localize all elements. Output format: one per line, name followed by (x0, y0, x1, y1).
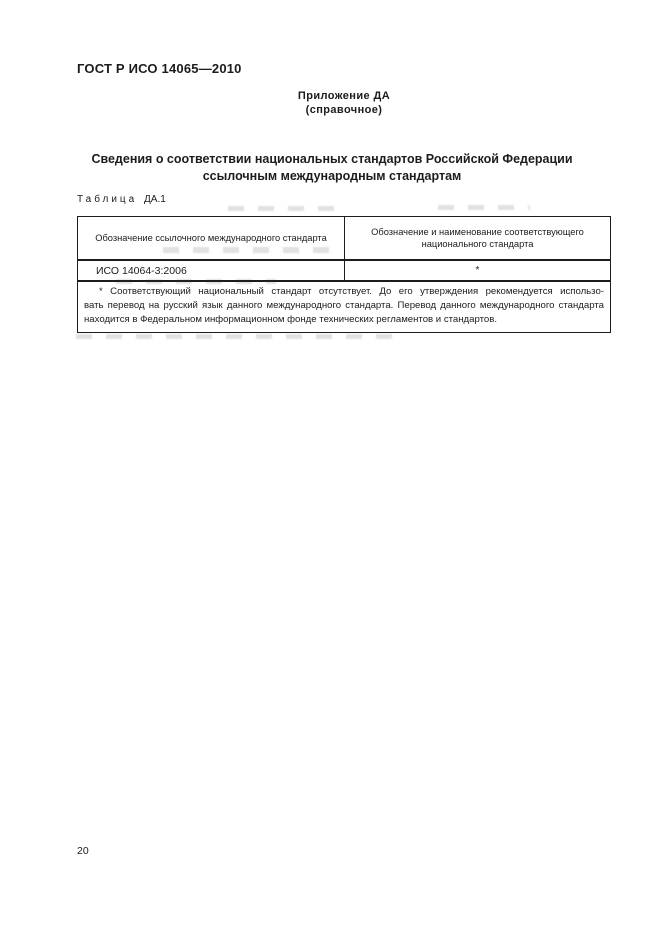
section-title-line2: ссылочным международным стандартам (202, 168, 462, 183)
section-title-line1: Сведения о соответствии национальных стандартов Российской Федерации (91, 152, 573, 166)
table-caption-word: Таблица (77, 194, 138, 205)
cell-international-standard: ИСО 14064-3:2006 (96, 264, 187, 277)
page-number: 20 (77, 845, 89, 857)
table-row (78, 261, 610, 282)
column-header-national-standard: Обозначение и наименование соответствующего национального стандарта (344, 217, 610, 259)
appendix-type: (справочное) (305, 103, 383, 116)
appendix-label: Приложение ДА (297, 90, 391, 102)
section-title (52, 151, 612, 184)
table-header-row (78, 217, 610, 261)
table-caption-number: ДА.1 (144, 194, 166, 205)
table-caption (77, 194, 166, 205)
column-header-international-standard: Обозначение ссылочного международного стандарта (95, 232, 327, 243)
footnote-line-3: находится в Федеральном информационном фонде технических регламентов и стандартов. (84, 314, 497, 325)
scan-artifact (438, 205, 530, 210)
footnote-line-2: вать перевод на русский язык данного международного стандарта. Перевод данного международного стандарта (84, 300, 604, 311)
appendix-heading (77, 90, 611, 117)
footnote-line-1: * Соответствующий национальный стандарт отсутствует. До его утверждения рекомендуется использо- (99, 286, 604, 297)
table-footnote (78, 282, 610, 332)
cell-national-standard: * (344, 261, 610, 280)
scan-artifact (228, 206, 346, 211)
standards-correspondence-table (77, 216, 611, 333)
scan-artifact (76, 334, 406, 339)
standard-designation: ГОСТ Р ИСО 14065—2010 (77, 61, 242, 76)
